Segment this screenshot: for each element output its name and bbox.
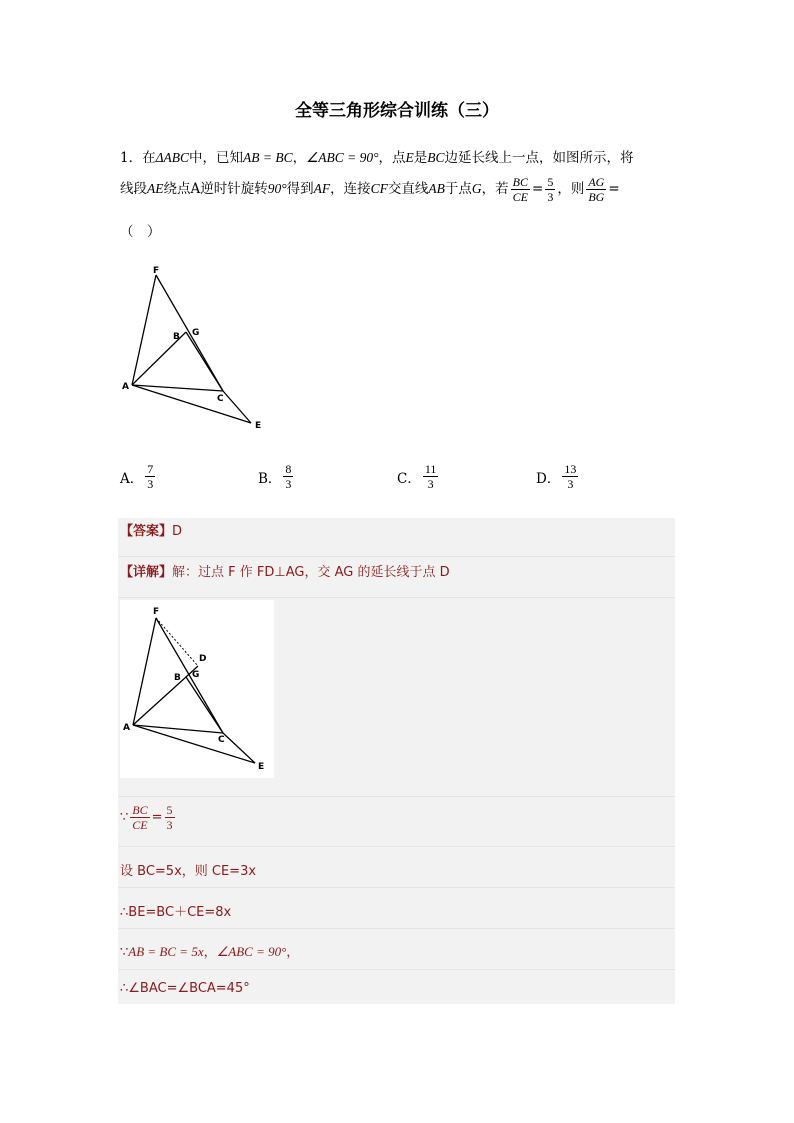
segment-FA xyxy=(133,618,156,725)
ratio-5-3: $\frac{5}{3}$ xyxy=(547,175,554,204)
step-ab-bc: ∵AB = BC = 5x，∠ABC = 90°， xyxy=(120,944,300,960)
label-A: A xyxy=(123,723,130,733)
step-be: ∴BE=BC＋CE=8x xyxy=(120,905,232,920)
step-let-x: 设 BC=5x，则 CE=3x xyxy=(120,864,257,879)
label-G: G xyxy=(192,670,200,680)
detail-line: 【详解】解：过点 F 作 FD⊥AG，交 AG 的延长线于点 D xyxy=(120,565,450,580)
segment-FA xyxy=(132,275,156,385)
label-D: D xyxy=(199,654,207,664)
segment-AB xyxy=(133,677,186,725)
option-b[interactable]: B． $\frac{8}{3}$ xyxy=(258,462,292,491)
divider xyxy=(118,597,675,598)
question-number: 1． xyxy=(120,150,143,166)
page-title: 全等三角形综合训练（三） xyxy=(295,101,499,121)
geometry-figure-1 xyxy=(115,262,275,434)
label-B: B xyxy=(173,332,180,342)
label-A: A xyxy=(122,382,129,392)
label-C: C xyxy=(218,735,225,745)
segment-FC xyxy=(156,618,223,733)
divider xyxy=(118,887,675,888)
question-line-1: 1．在ΔABC中，已知AB = BC，∠ABC = 90°，点E是BC边延长线上一点，如图所示，将 xyxy=(120,150,634,166)
label-F: F xyxy=(153,266,160,276)
geometry-figure-2 xyxy=(120,600,274,778)
option-a[interactable]: A． $\frac{7}{3}$ xyxy=(120,462,154,491)
segment-AE xyxy=(132,385,251,423)
segment-AC xyxy=(132,385,223,391)
option-d[interactable]: D． $\frac{13}{3}$ xyxy=(536,462,577,491)
divider xyxy=(118,846,675,847)
divider xyxy=(118,928,675,929)
ratio-bc-ce: $\frac{BC}{CE}$ xyxy=(512,175,529,204)
segment-BC xyxy=(186,677,223,733)
option-c[interactable]: C． $\frac{11}{3}$ xyxy=(397,462,437,491)
segment-FC xyxy=(156,275,223,391)
label-E: E xyxy=(255,421,262,431)
dashed-FD xyxy=(156,618,198,666)
label-F: F xyxy=(153,607,160,617)
label-C: C xyxy=(217,394,224,404)
step-angles: ∴∠BAC=∠BCA=45° xyxy=(120,981,250,996)
answer-blank: （ ） xyxy=(120,224,161,240)
question-line-2: 线段AE绕点A逆时针旋转90°得到AF，连接CF交直线AB于点G，若 $\frac{BC}{CE}$ = $\frac{5}{3}$ ，则 $\frac{AG}{BG}$ = xyxy=(120,175,620,204)
label-E: E xyxy=(258,762,265,772)
divider xyxy=(118,556,675,557)
label-B: B xyxy=(174,673,181,683)
answer-line: 【答案】D xyxy=(120,524,183,539)
step-ratio: ∵ $\frac{BC}{CE}$ = $\frac{5}{3}$ xyxy=(120,803,173,832)
divider xyxy=(118,969,675,970)
ratio-ag-bg: $\frac{AG}{BG}$ xyxy=(588,175,605,204)
label-G: G xyxy=(192,328,200,338)
divider xyxy=(118,796,675,797)
segment-BC xyxy=(186,332,223,391)
